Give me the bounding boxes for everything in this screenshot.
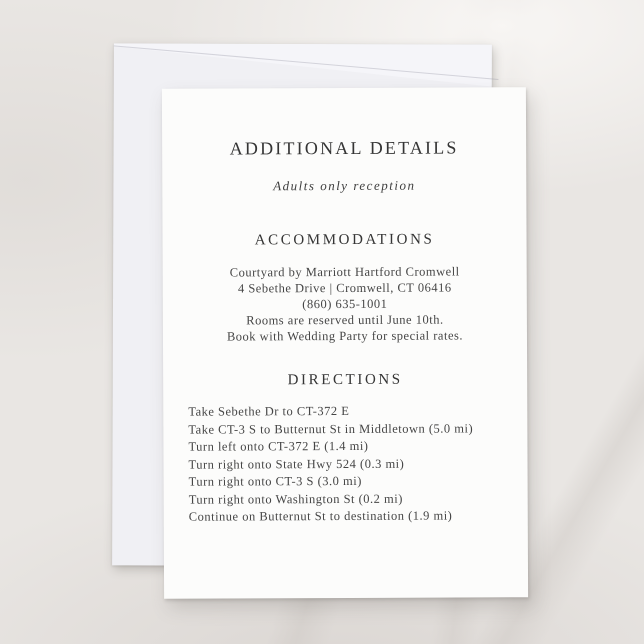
direction-step: Turn left onto CT-372 E (1.4 mi) (188, 438, 369, 454)
accommodations-heading: ACCOMMODATIONS (254, 231, 435, 249)
hotel-name-line: Courtyard by Marriott Hartford Cromwell (229, 264, 460, 280)
direction-step: Turn right onto Washington St (0.2 mi) (188, 491, 403, 507)
direction-step: Turn right onto State Hwy 524 (0.3 mi) (188, 456, 405, 472)
direction-step: Take CT-3 S to Butternut St in Middletown (5.0 mi) (188, 420, 474, 437)
direction-step: Continue on Butternut St to destination (1.9 mi) (188, 508, 453, 524)
card-title: ADDITIONAL DETAILS (229, 137, 459, 159)
card-subtitle: Adults only reception (273, 177, 416, 194)
direction-step: Turn right onto CT-3 S (3.0 mi) (188, 473, 362, 489)
hotel-address-line: 4 Sebethe Drive | Cromwell, CT 06416 (237, 280, 452, 296)
room-reservation-line: Rooms are reserved until June 10th. (246, 312, 444, 328)
accommodations-details (163, 263, 527, 345)
hotel-phone-line: (860) 635-1001 (302, 296, 388, 312)
directions-list (188, 402, 528, 526)
direction-step: Take Sebethe Dr to CT-372 E (188, 403, 350, 419)
directions-heading: DIRECTIONS (287, 371, 403, 389)
booking-note-line: Book with Wedding Party for special rates. (226, 328, 464, 344)
details-card (162, 87, 528, 599)
